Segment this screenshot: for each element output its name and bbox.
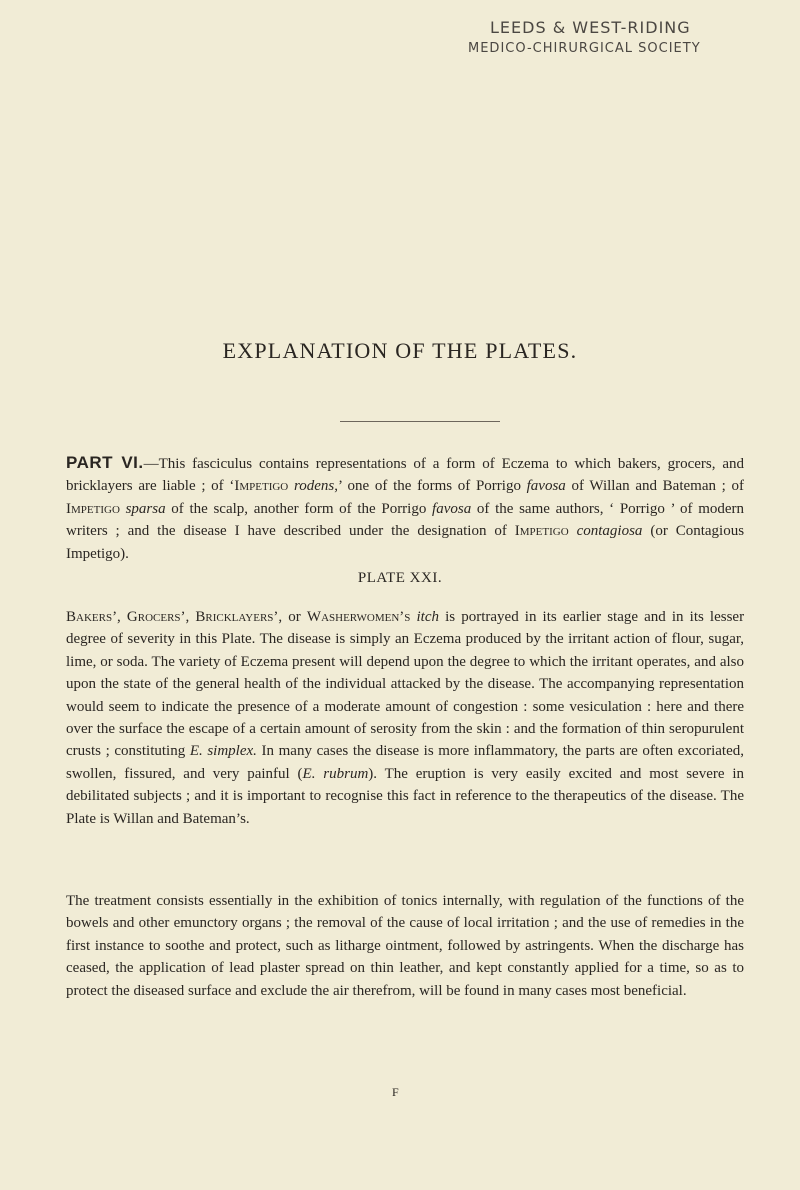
intro-paragraph [66,452,744,565]
treatment-text: The treatment consists essentially in the exhibition of tonics internally, with regulation of the functions of the bowels and other emunctory organs ; the removal of the cause of local irritation ; and the use of remedies in the first instance to soothe and protect, such as litharge ointment, followed by astringents. When the discharge has ceased, the application of lead plaster spread on thin leather, and kept constantly applied for a time, so as to protect the diseased surface and exclude the air therefrom, will be found in many cases most beneficial. [66,893,744,999]
intro-text-2: ,’ one of the forms of Porrigo [334,478,521,495]
stamp-line-2: MEDICO-CHIRURGICAL SOCIETY [468,41,701,56]
intro-text-6: (or Contagious Impetigo). [66,523,745,562]
term-impetigo: Impetigo [234,478,289,495]
term-itch: itch [416,609,440,625]
plate-paragraph-2 [66,890,744,1002]
term-e-rubrum: E. rubrum [302,765,369,782]
washerwomen-term: Washerwomen’s [306,609,411,625]
or-word: or [288,609,301,625]
intro-text-4: of the scalp, another form of the Porrigo [171,500,427,517]
term-e-simplex: E. simplex. [189,743,257,760]
part-label: PART VI. [66,453,144,472]
signature-mark: F [392,1085,399,1099]
plate-text-1b: In many cases the disease is more inflammatory, the parts are often excoriated, swollen, fissured, and very painful ( [66,743,744,782]
term-favosa: favosa [432,500,472,517]
plate-heading: PLATE XXI. [357,570,443,586]
trades-term: Bakers’, Grocers’, Bricklayers’, [66,609,283,625]
term-rodens: rodens [293,478,335,495]
term-impetigo: Impetigo [66,500,120,517]
term-contagiosa: contagiosa [576,523,643,540]
plate-text-1a: is portrayed in its earlier stage and in its lesser degree of severity in this Plate. The disease is simply an Eczema produced by the irritant action of flour, sugar, lime, or soda. The variety of Eczema present will depend upon the degree to which the irritant operates, and also upon the state of the general health of the individual attacked by the disease. The accompanying representation would seem to indicate the presence of a moderate amount of congestion : some vesiculation : here and there over the surface the escape of a certain amount of serosity from the skin : and the formation of thin seropurulent crusts ; constituting [66,609,745,760]
intro-text-3: of Willan and Bateman ; of [571,478,745,495]
title-divider [340,421,500,422]
term-impetigo: Impetigo [514,523,569,540]
term-favosa: favosa [526,478,566,495]
library-stamp [468,18,738,56]
plate-paragraph-1 [66,606,744,830]
term-sparsa: sparsa [125,500,166,517]
intro-text-5: of the same authors, ‘ Porrigo ’ of modern writers ; and the disease I have described under the designation of [66,500,745,540]
plate-text-1c: ). The eruption is very easily excited and most severe in debilitated subjects ; and it is important to recognise this fact in reference to the therapeutics of the disease. The Plate is Willan and Bateman’s. [66,765,745,827]
page-title: EXPLANATION OF THE PLATES. [222,338,578,363]
stamp-line-1: LEEDS & WEST-RIDING [490,18,691,37]
intro-text-1: —This fasciculus contains representations of a form of Eczema to which bakers, grocers, and bricklayers are liable ; of ‘ [66,456,744,495]
